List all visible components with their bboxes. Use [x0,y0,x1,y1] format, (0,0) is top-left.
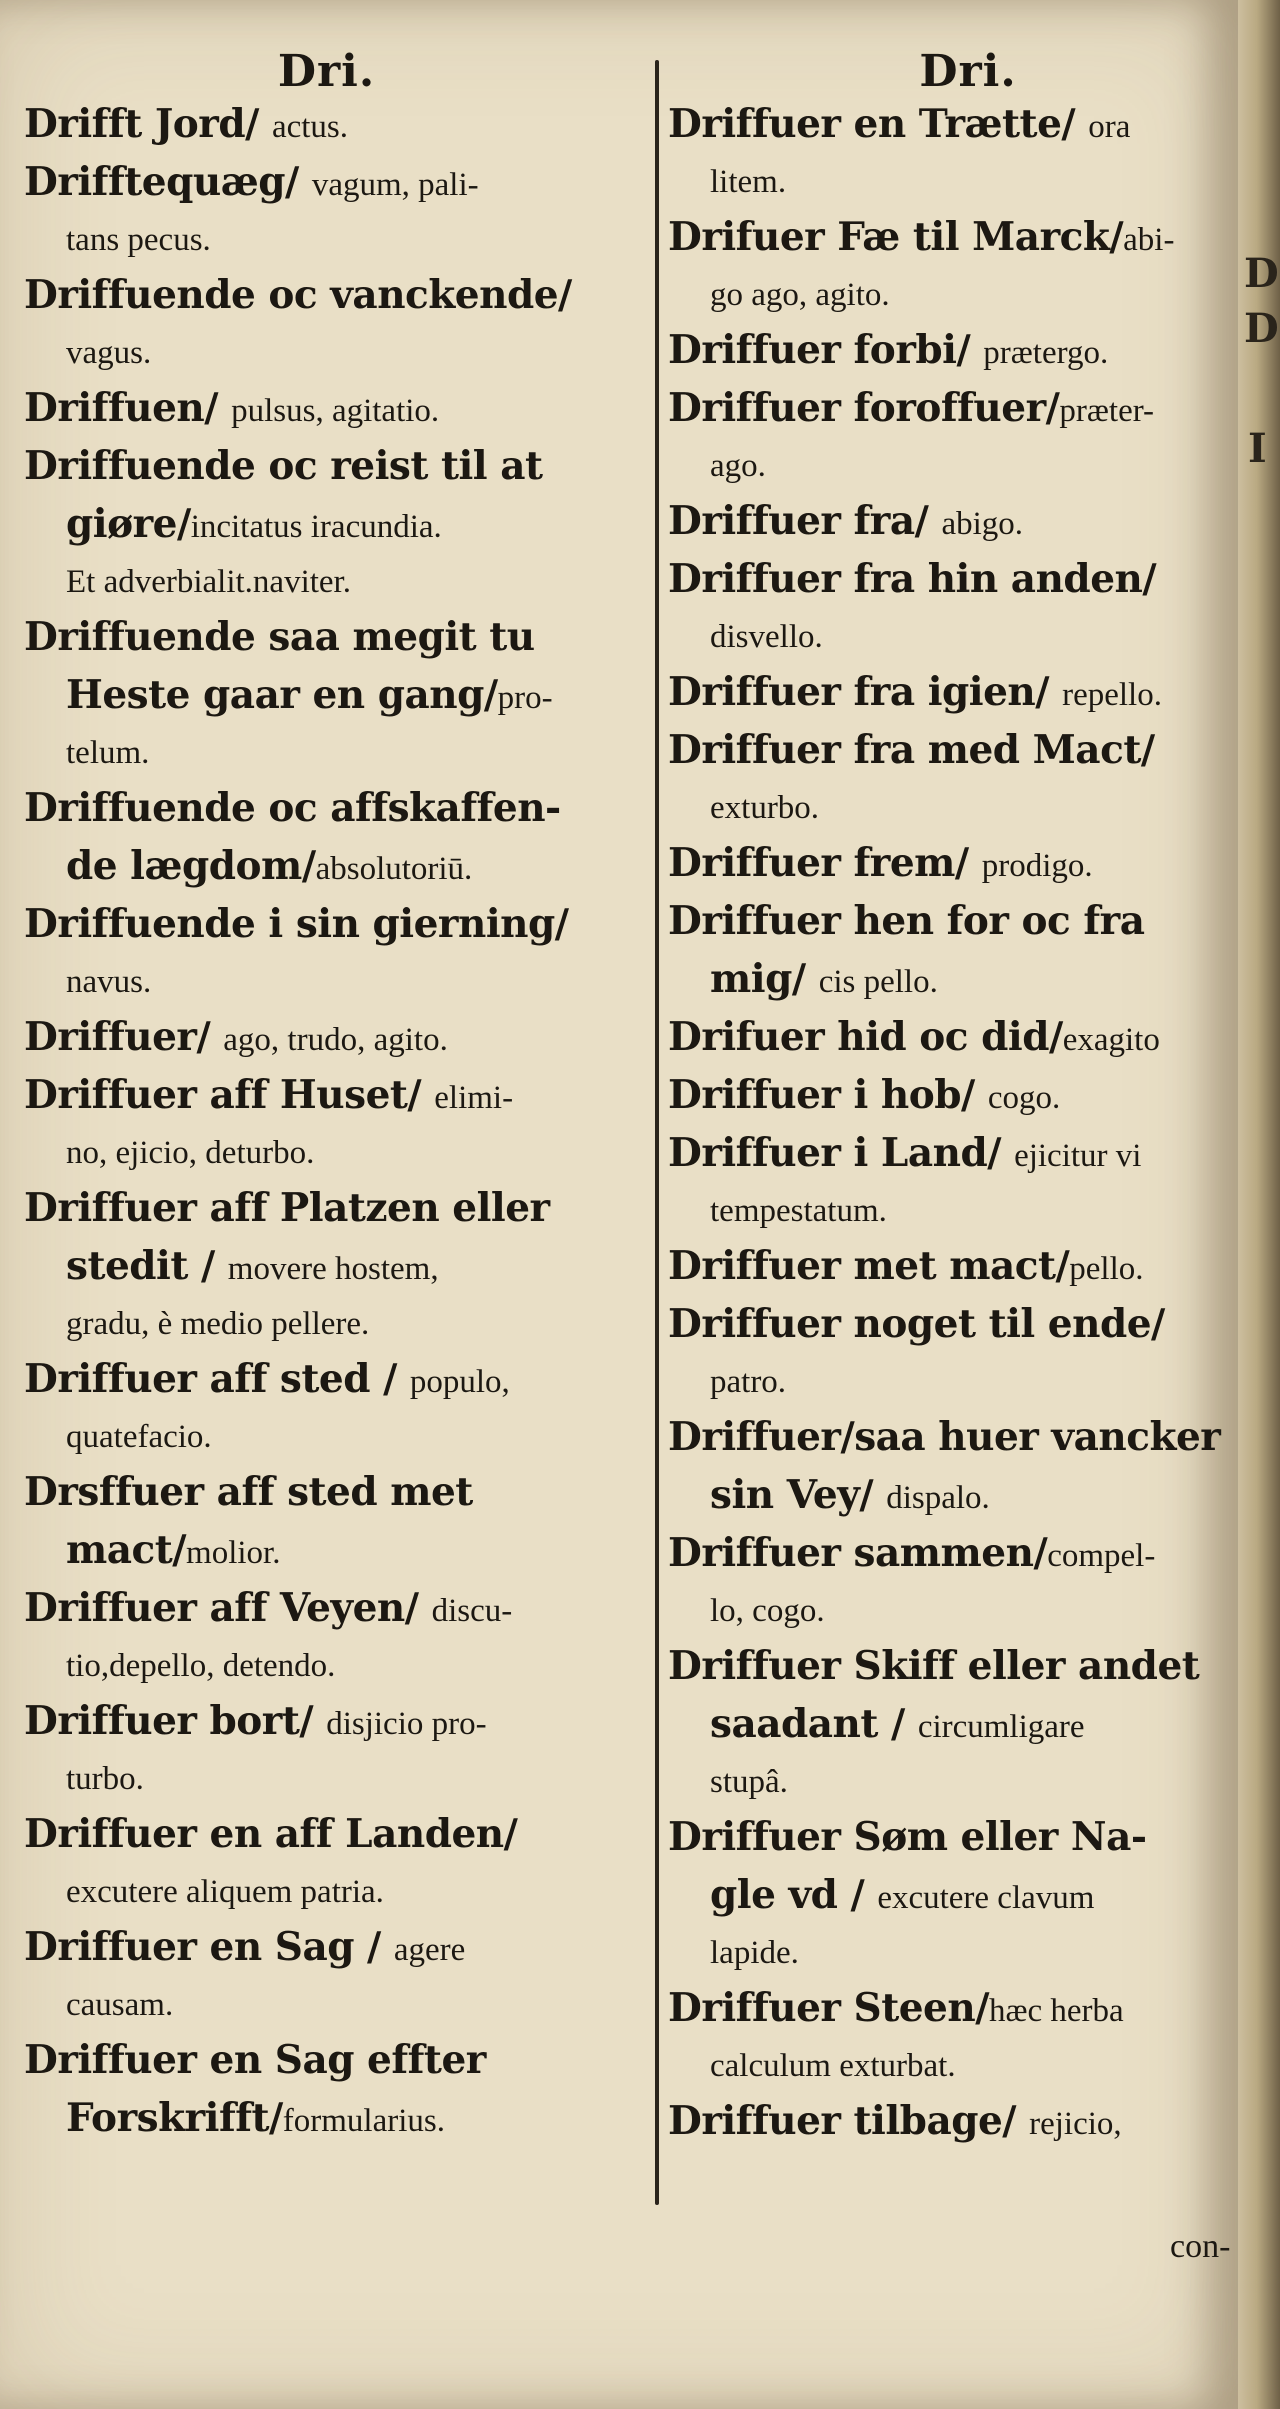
danish-headword: mig/ [710,956,819,1002]
latin-translation: no, ejicio, deturbo. [66,1135,315,1171]
dictionary-entry [24,383,629,441]
danish-headword: Driffuende oc affskaffen- [24,785,561,831]
danish-headword: stedit / [66,1243,228,1289]
latin-translation: telum. [66,735,150,771]
entry-first-line [24,1467,629,1525]
dictionary-entry [668,1528,1268,1641]
latin-translation: navus. [66,964,152,1000]
latin-translation: go ago, agito. [710,277,890,313]
entry-first-line [668,383,1268,441]
entry-first-line [668,2096,1268,2154]
latin-translation: pulsus, agitatio. [231,393,440,429]
latin-translation: gradu, è medio pellere. [66,1306,370,1342]
latin-translation: circumligare [917,1709,1085,1745]
latin-translation: elimi- [434,1080,514,1116]
entry-continuation-line [668,1186,1268,1241]
entry-first-line [24,899,629,957]
entry-continuation-line [668,2041,1268,2096]
danish-headword: saadant / [710,1701,918,1747]
entry-continuation-line [668,270,1268,325]
dictionary-entry [24,1922,629,2035]
edge-glyph: D [1244,250,1279,297]
entry-first-line [668,838,1268,896]
entry-first-line [668,1299,1268,1357]
latin-translation: abigo. [941,506,1024,542]
dictionary-entry [668,1070,1268,1128]
danish-headword: Driffuer Steen/ [668,1985,989,2031]
dictionary-entry [668,496,1268,554]
danish-headword: Driffuer i Land/ [668,1130,1015,1176]
latin-translation: ago, trudo, agito. [223,1022,448,1058]
latin-translation: ejicitur vi [1014,1138,1142,1174]
entry-continuation-line [668,1699,1268,1757]
entry-first-line [668,325,1268,383]
left-page-header: Dri. [277,46,376,97]
dictionary-entry [24,1070,629,1183]
latin-translation: lapide. [710,1935,799,1971]
entry-first-line [668,667,1268,725]
latin-translation: vagum, pali- [311,167,479,203]
entry-continuation-line [24,957,629,1012]
entry-continuation-line [668,612,1268,667]
dictionary-entry [24,783,629,899]
latin-translation: turbo. [66,1761,144,1797]
entry-continuation-line [24,728,629,783]
latin-translation: exagito [1062,1022,1160,1058]
danish-headword: Driffuer/ [24,1014,224,1060]
danish-headword: Driffuer met mact/ [668,1243,1070,1289]
danish-headword: Driffuende i sin gierning/ [24,901,569,947]
entry-first-line [668,99,1268,157]
dictionary-entry [668,325,1268,383]
danish-headword: Driffuer en Sag / [24,1924,394,1970]
entry-first-line [668,1128,1268,1186]
entry-continuation-line [24,1641,629,1696]
latin-translation: excutere clavum [877,1880,1095,1916]
dictionary-entry [24,899,629,1012]
entry-continuation-line [668,1586,1268,1641]
entry-first-line [668,554,1268,612]
latin-translation: molior. [186,1535,281,1571]
latin-translation: disjicio pro- [326,1706,487,1742]
entry-first-line [24,1012,629,1070]
entry-first-line [668,1641,1268,1699]
danish-headword: Driffuer en Sag effter [24,2037,486,2083]
danish-headword: Driffuer aff Platzen eller [24,1185,550,1231]
latin-translation: patro. [710,1364,787,1400]
dictionary-entry [668,1412,1268,1528]
latin-translation: disvello. [710,619,823,655]
entry-first-line [668,1070,1268,1128]
dictionary-entry [668,1128,1268,1241]
dictionary-entry [668,896,1268,1012]
entry-first-line [24,2035,629,2093]
latin-translation: excutere aliquem patria. [66,1874,384,1910]
right-entry-list [668,99,1268,2154]
latin-translation: prætergo. [983,335,1109,371]
entry-continuation-line [24,1241,629,1299]
dictionary-entry [24,1696,629,1809]
latin-translation: pello. [1069,1251,1144,1287]
entry-continuation-line [24,1867,629,1922]
dictionary-entry [668,1299,1268,1412]
danish-headword: Driffuer fra hin anden/ [668,556,1157,602]
danish-headword: Driffuer en aff Landen/ [24,1811,518,1857]
dictionary-entry [24,270,629,383]
entry-continuation-line [24,1299,629,1354]
danish-headword: Driffuer Søm eller Na- [668,1814,1147,1860]
danish-headword: Drifftequæg/ [24,159,312,205]
dictionary-entry [24,1467,629,1583]
danish-headword: Drifuer Fæ til Marck/ [668,214,1124,260]
latin-translation: pro- [497,680,553,716]
entry-continuation-line [668,954,1268,1012]
dictionary-entry [24,1183,629,1354]
latin-translation: præter- [1059,393,1155,429]
latin-translation: exturbo. [710,790,820,826]
entry-first-line [24,99,629,157]
entry-first-line [668,1012,1268,1070]
entry-first-line [24,1809,629,1867]
left-entry-list [24,99,629,2151]
latin-translation: rejicio, [1029,2106,1122,2142]
dictionary-entry [24,1354,629,1467]
entry-first-line [668,1241,1268,1299]
latin-translation: incitatus iracundia. [190,509,442,545]
entry-continuation-line [24,1525,629,1583]
catchword: con- [1170,2228,1231,2265]
danish-headword: Drifuer hid oc did/ [668,1014,1063,1060]
entry-first-line [668,725,1268,783]
entry-continuation-line [24,328,629,383]
danish-headword: Driffuer aff Veyen/ [24,1585,432,1631]
entry-continuation-line [24,670,629,728]
latin-translation: populo, [409,1364,510,1400]
danish-headword: Driffuer tilbage/ [668,2098,1030,2144]
column-divider [655,60,659,2205]
danish-headword: giøre/ [66,501,191,547]
entry-first-line [24,157,629,215]
danish-headword: de lægdom/ [66,843,316,889]
dictionary-entry [668,1241,1268,1299]
dictionary-entry [668,838,1268,896]
latin-translation: causam. [66,1987,174,2023]
dictionary-entry [668,99,1268,212]
entry-continuation-line [668,1757,1268,1812]
dictionary-entry [24,1583,629,1696]
entry-continuation-line [668,1928,1268,1983]
danish-headword: mact/ [66,1527,187,1573]
danish-headword: Driffuer fra/ [668,498,942,544]
entry-continuation-line [24,215,629,270]
danish-headword: sin Vey/ [710,1472,887,1518]
latin-translation: vagus. [66,335,152,371]
entry-continuation-line [668,783,1268,838]
latin-translation: ago. [710,448,766,484]
danish-headword: Driffuer frem/ [668,840,982,886]
entry-first-line [24,1696,629,1754]
latin-translation: litem. [710,164,787,200]
danish-headword: Driffuer fra igien/ [668,669,1063,715]
latin-translation: movere hostem, [227,1251,439,1287]
entry-continuation-line [24,1128,629,1183]
danish-headword: Driffuer hen for oc fra [668,898,1145,944]
latin-translation: ora [1088,109,1131,145]
dictionary-entry [24,1809,629,1922]
entry-first-line [24,783,629,841]
latin-translation: tempestatum. [710,1193,887,1229]
dictionary-entry [24,612,629,783]
latin-translation: stupâ. [710,1764,788,1800]
entry-continuation-line [24,499,629,557]
right-page-header: Dri. [919,46,1017,97]
danish-headword: Driffuer/saa huer vancker [668,1414,1221,1460]
dictionary-entry [668,554,1268,667]
dictionary-entry [668,667,1268,725]
dictionary-entry [668,212,1268,325]
entry-continuation-line [24,841,629,899]
dictionary-entry [668,1812,1268,1983]
entry-continuation-line [24,1754,629,1809]
latin-translation: cogo. [987,1080,1061,1116]
danish-headword: gle vd / [710,1872,878,1918]
entry-first-line [24,1183,629,1241]
latin-translation: dispalo. [886,1480,990,1516]
right-column [668,40,1268,2154]
dictionary-entry [668,2096,1268,2154]
latin-translation: cis pello. [818,964,938,1000]
latin-translation: discu- [431,1593,513,1629]
latin-translation: abi- [1123,222,1175,258]
danish-headword: Drifft Jord/ [24,101,272,147]
entry-first-line [24,383,629,441]
entry-continuation-line [668,441,1268,496]
entry-first-line [668,896,1268,954]
entry-first-line [24,1583,629,1641]
danish-headword: Driffuer Skiff eller andet [668,1643,1200,1689]
dictionary-entry [668,1641,1268,1812]
entry-continuation-line [668,1470,1268,1528]
dictionary-entry [668,383,1268,496]
latin-translation: absolutoriū. [315,851,473,887]
danish-headword: Driffuende saa megit tu [24,614,535,660]
next-page-edge [1238,0,1280,2409]
danish-headword: Driffuer noget til ende/ [668,1301,1165,1347]
latin-translation: prodigo. [981,848,1093,884]
entry-first-line [24,1070,629,1128]
latin-translation: Et adverbialit.naviter. [66,564,351,600]
dictionary-entry [668,1983,1268,2096]
entry-first-line [24,270,629,328]
latin-translation: compel- [1047,1538,1156,1574]
entry-continuation-line [24,1980,629,2035]
latin-translation: hæc herba [988,1993,1124,2029]
danish-headword: Forskrifft/ [66,2095,283,2141]
danish-headword: Driffuer aff sted / [24,1356,410,1402]
danish-headword: Driffuende oc vanckende/ [24,272,572,318]
dictionary-entry [24,99,629,157]
latin-translation: repello. [1062,677,1162,713]
danish-headword: Driffuer aff Huset/ [24,1072,435,1118]
danish-headword: Driffuende oc reist til at [24,443,543,489]
danish-headword: Driffuen/ [24,385,232,431]
latin-translation: quatefacio. [66,1419,212,1455]
danish-headword: Driffuer foroffuer/ [668,385,1060,431]
entry-first-line [24,612,629,670]
entry-continuation-line [668,1357,1268,1412]
danish-headword: Drsffuer aff sted met [24,1469,473,1515]
latin-translation: formularius. [282,2103,445,2139]
entry-first-line [668,496,1268,554]
edge-glyph: D [1244,305,1279,352]
entry-continuation-line [24,557,629,612]
danish-headword: Driffuer forbi/ [668,327,984,373]
edge-glyph: I [1248,425,1267,472]
entry-first-line [668,212,1268,270]
dictionary-entry [24,157,629,270]
entry-first-line [668,1412,1268,1470]
entry-first-line [24,1354,629,1412]
left-column [24,40,629,2151]
entry-first-line [668,1983,1268,2041]
dictionary-entry [24,2035,629,2151]
latin-translation: actus. [271,109,348,145]
danish-headword: Driffuer en Trætte/ [668,101,1089,147]
latin-translation: calculum exturbat. [710,2048,956,2084]
danish-headword: Heste gaar en gang/ [66,672,498,718]
latin-translation: tio,depello, detendo. [66,1648,336,1684]
entry-continuation-line [24,1412,629,1467]
dictionary-entry [24,441,629,612]
latin-translation: tans pecus. [66,222,211,258]
entry-first-line [24,1922,629,1980]
entry-continuation-line [24,2093,629,2151]
danish-headword: Driffuer bort/ [24,1698,327,1744]
latin-translation: agere [393,1932,466,1968]
dictionary-entry [668,1012,1268,1070]
danish-headword: Driffuer sammen/ [668,1530,1048,1576]
entry-first-line [668,1528,1268,1586]
dictionary-entry [668,725,1268,838]
entry-continuation-line [668,1870,1268,1928]
entry-first-line [24,441,629,499]
danish-headword: Driffuer i hob/ [668,1072,988,1118]
latin-translation: lo, cogo. [710,1593,825,1629]
entry-continuation-line [668,157,1268,212]
dictionary-entry [24,1012,629,1070]
entry-first-line [668,1812,1268,1870]
danish-headword: Driffuer fra med Mact/ [668,727,1155,773]
